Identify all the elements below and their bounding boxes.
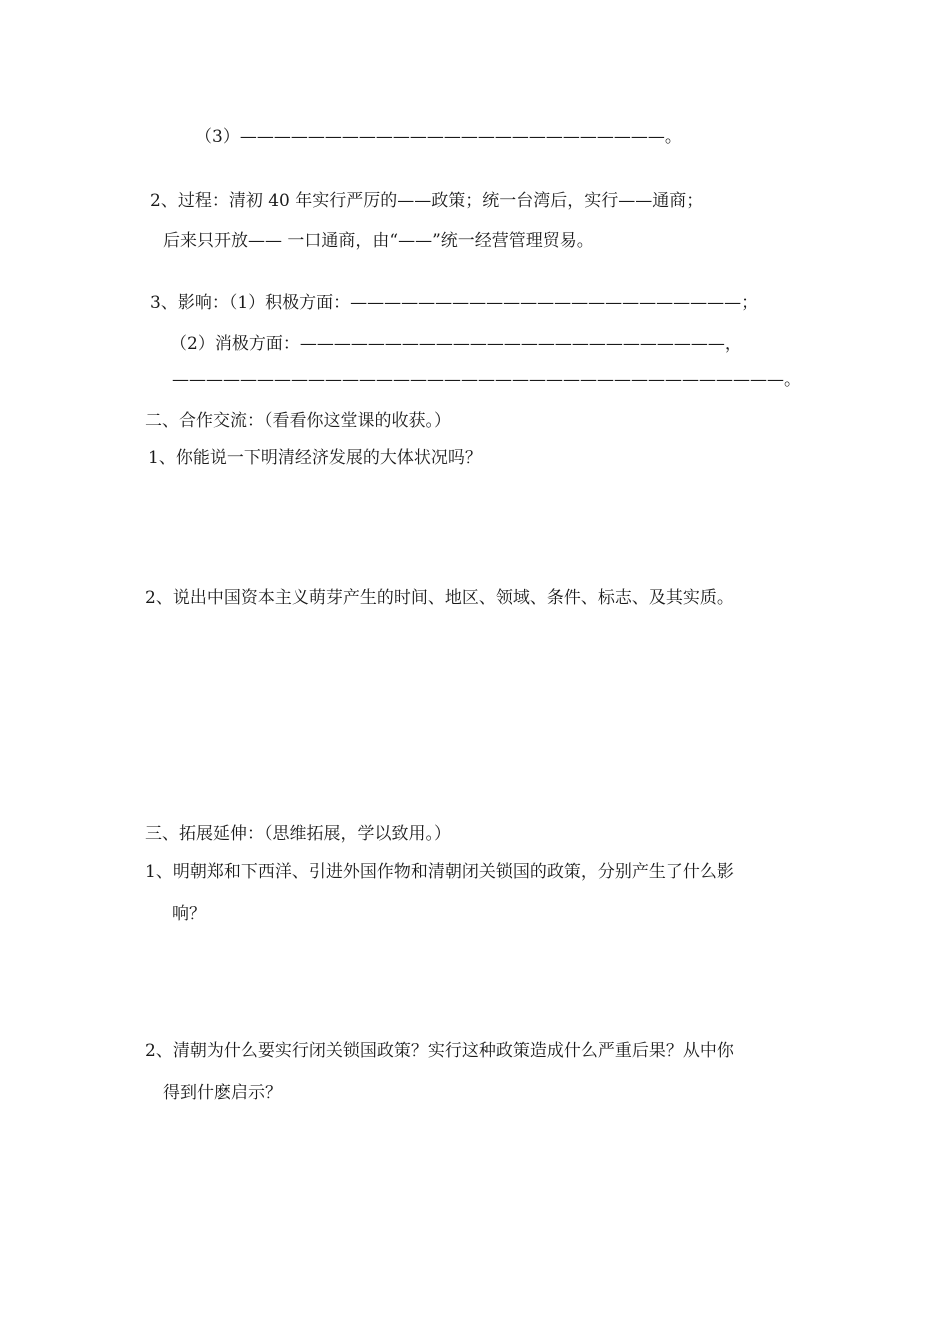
question-2-2: 2、说出中国资本主义萌芽产生的时间、地区、领域、条件、标志、及其实质。: [145, 588, 734, 608]
impact-negative: （2）消极方面：—————————————————————————，: [170, 334, 742, 354]
impact-positive: 3、影响：（1）积极方面：———————————————————————；: [150, 293, 759, 313]
process-line-2: 后来只开放—— 一口通商，由“——”统一经营管理贸易。: [163, 231, 594, 251]
question-3-1-cont: 响？: [172, 904, 206, 924]
question-3-2-cont: 得到什麽启示？: [163, 1083, 282, 1103]
section-2-heading: 二、合作交流：（看看你这堂课的收获。）: [145, 411, 451, 431]
impact-negative-cont: ————————————————————————————————————。: [172, 370, 801, 390]
question-3-1: 1、明朝郑和下西洋、引进外国作物和清朝闭关锁国的政策，分别产生了什么影: [145, 862, 734, 882]
question-3-2: 2、清朝为什么要实行闭关锁国政策？实行这种政策造成什么严重后果？从中你: [145, 1041, 734, 1061]
process-line-1: 2、过程：清初 40 年实行严厉的——政策；统一台湾后，实行——通商；: [150, 191, 704, 211]
blank-item-3: （3）—————————————————————————。: [195, 127, 682, 147]
question-2-1: 1、你能说一下明清经济发展的大体状况吗？: [148, 448, 482, 468]
section-3-heading: 三、拓展延伸：（思维拓展，学以致用。）: [145, 824, 451, 844]
